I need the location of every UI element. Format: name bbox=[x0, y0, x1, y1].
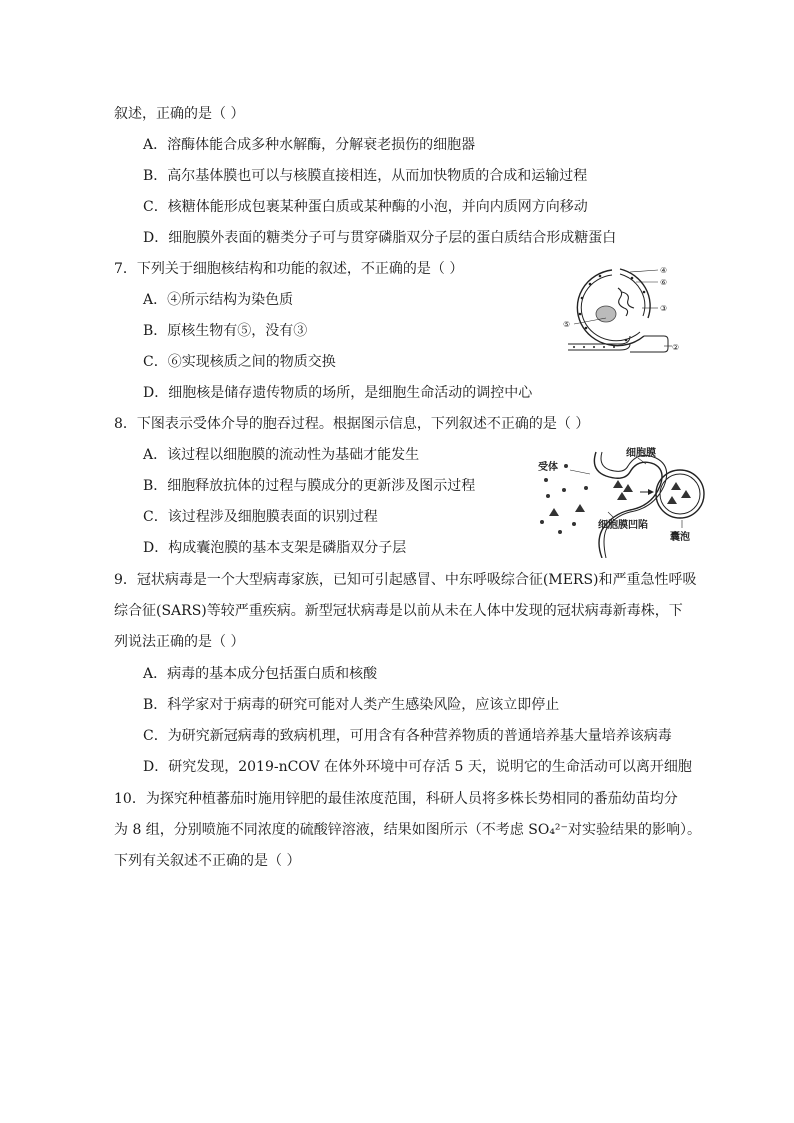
q7-option-b: B．原核生物有⑤，没有③ bbox=[143, 323, 308, 339]
q6-option-b: B．高尔基体膜也可以与核膜直接相连，从而加快物质的合成和运输过程 bbox=[143, 168, 588, 184]
q6-option-a: A．溶酶体能合成多种水解酶，分解衰老损伤的细胞器 bbox=[143, 137, 476, 153]
nucleus-figure bbox=[560, 262, 680, 358]
q6-stem-tail: 叙述，正确的是（ ） bbox=[114, 106, 245, 122]
q9-option-a: A．病毒的基本成分包括蛋白质和核酸 bbox=[143, 666, 378, 682]
endocytosis-label-pit: 细胞膜凹陷 bbox=[598, 520, 648, 531]
q10-stem-line-3: 下列有关叙述不正确的是（ ） bbox=[114, 853, 301, 869]
nucleus-label-5: ⑤ bbox=[563, 320, 571, 329]
q9-stem-line-1: 9．冠状病毒是一个大型病毒家族，已知可引起感冒、中东呼吸综合征(MERS)和严重急性呼吸 bbox=[114, 572, 697, 588]
q6-option-c: C．核糖体能形成包裹某种蛋白质或某种酶的小泡，并向内质网方向移动 bbox=[143, 199, 588, 215]
q9-stem-line-3: 列说法正确的是（ ） bbox=[114, 634, 245, 650]
nucleus-label-2: ② bbox=[672, 343, 680, 352]
nucleus-label-4: ④ bbox=[660, 266, 668, 275]
q7-option-d: D．细胞核是储存遗传物质的场所，是细胞生命活动的调控中心 bbox=[143, 385, 533, 401]
endocytosis-figure bbox=[534, 444, 720, 558]
q7-option-a: A．④所示结构为染色质 bbox=[143, 292, 294, 308]
endocytosis-label-vesicle: 囊泡 bbox=[670, 532, 690, 543]
q8-option-c: C．该过程涉及细胞膜表面的识别过程 bbox=[143, 509, 378, 525]
q7-stem: 7．下列关于细胞核结构和功能的叙述，不正确的是（ ） bbox=[114, 261, 464, 277]
q9-option-c: C．为研究新冠病毒的致病机理，可用含有各种营养物质的普通培养基大量培养该病毒 bbox=[143, 728, 672, 744]
endocytosis-label-receptor: 受体 bbox=[538, 462, 558, 473]
q8-option-a: A．该过程以细胞膜的流动性为基础才能发生 bbox=[143, 447, 420, 463]
q10-stem-line-2: 为 8 组，分别喷施不同浓度的硫酸锌溶液，结果如图所示（不考虑 SO₄²⁻对实验结果的影响）。 bbox=[114, 822, 701, 838]
q8-stem: 8．下图表示受体介导的胞吞过程。根据图示信息，下列叙述不正确的是（ ） bbox=[114, 416, 590, 432]
q9-option-d: D．研究发现，2019-nCOV 在体外环境中可存活 5 天，说明它的生命活动可以离开细胞 bbox=[143, 759, 692, 775]
q8-option-b: B．细胞释放抗体的过程与膜成分的更新涉及图示过程 bbox=[143, 478, 476, 494]
nucleus-label-3: ③ bbox=[660, 304, 668, 313]
q7-option-c: C．⑥实现核质之间的物质交换 bbox=[143, 354, 336, 370]
q6-option-d: D．细胞膜外表面的糖类分子可与贯穿磷脂双分子层的蛋白质结合形成糖蛋白 bbox=[143, 230, 617, 246]
q10-stem-line-1: 10．为探究种植蕃茄时施用锌肥的最佳浓度范围，科研人员将多株长势相同的番茄幼苗均分 bbox=[114, 791, 678, 807]
nucleus-label-6: ⑥ bbox=[660, 278, 668, 287]
q9-option-b: B．科学家对于病毒的研究可能对人类产生感染风险，应该立即停止 bbox=[143, 697, 560, 713]
q8-option-d: D．构成囊泡膜的基本支架是磷脂双分子层 bbox=[143, 540, 407, 556]
q9-stem-line-2: 综合征(SARS)等较严重疾病。新型冠状病毒是以前从未在人体中发现的冠状病毒新毒株，下 bbox=[114, 603, 683, 619]
endocytosis-label-membrane: 细胞膜 bbox=[626, 448, 656, 459]
